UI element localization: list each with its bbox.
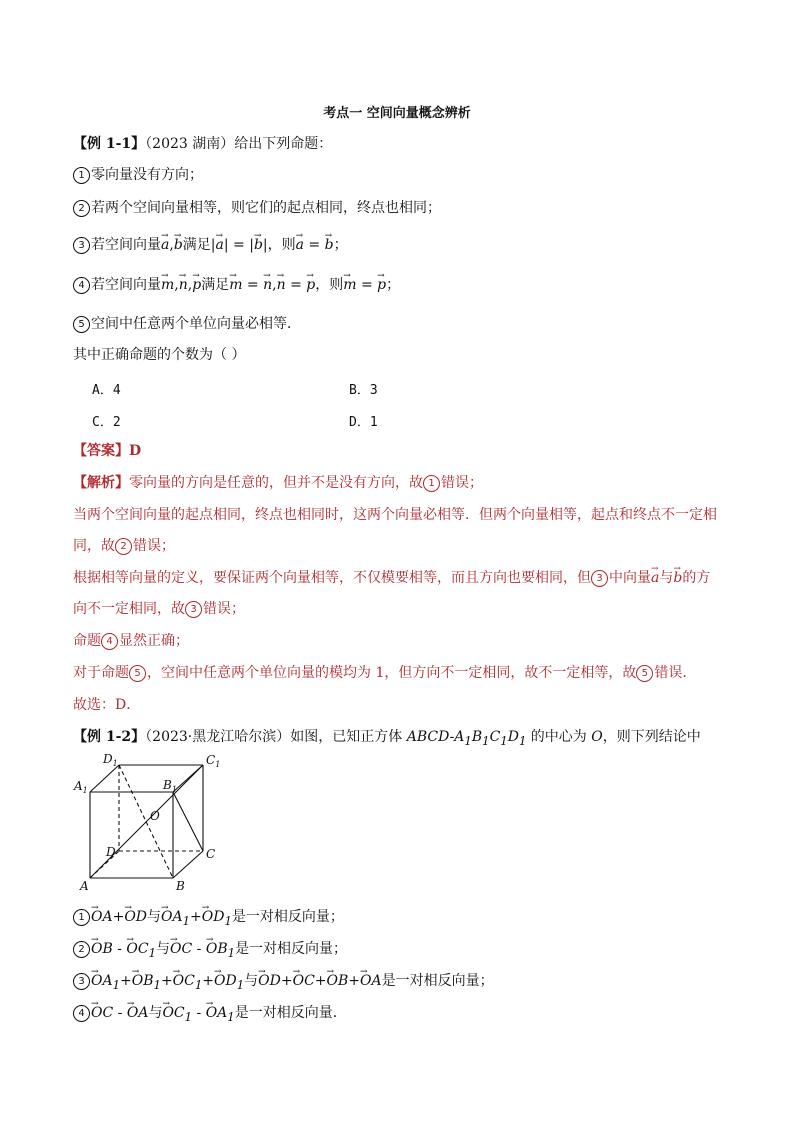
vector-od1: → $OD_1$: [214, 972, 244, 994]
vector-a: → a: [161, 236, 169, 254]
vector-ob: → OB: [327, 972, 349, 990]
circled-number: 3: [185, 601, 202, 618]
vector-a: → a: [296, 236, 304, 254]
example-1-1-header: [73, 135, 332, 153]
proposition-text: ；: [386, 277, 401, 293]
analysis-text: 显然正确；: [119, 633, 189, 649]
option-c: C．2: [92, 415, 121, 430]
circled-number: 3: [73, 973, 90, 990]
vector-p: → p: [306, 276, 315, 294]
vector-od1: → $OD_1$: [202, 908, 232, 930]
vector-b: → b: [174, 236, 183, 254]
circled-number: 2: [115, 538, 132, 555]
example-1-2-header: [73, 728, 701, 750]
vector-n: → n: [263, 276, 272, 294]
vector-a: → a: [216, 236, 224, 254]
analysis-text: 的方: [682, 570, 711, 586]
label-c: C: [206, 847, 216, 861]
vector-oa1: → $OA_1$: [161, 908, 190, 930]
label-d: D: [106, 845, 116, 859]
vector-b: → b: [254, 236, 263, 254]
analysis-text: 错误；: [441, 475, 483, 491]
choice-line: 故选：D．: [73, 697, 141, 713]
proposition-text: 满足: [182, 237, 211, 253]
section-title: 考点一 空间向量概念辨析: [323, 106, 471, 121]
label-b1: $B_1$: [163, 778, 177, 794]
label-o: O: [150, 809, 160, 823]
statement-text: 与: [156, 941, 171, 957]
vector-b: → b: [673, 569, 682, 587]
proposition-text: 若空间向量: [91, 277, 161, 293]
proposition-3: 3 若空间向量→ a,→ b满足|→ a| = |→ b|，则→ a = → b；: [73, 236, 348, 254]
vector-oc1: → $OC_1$: [126, 940, 156, 962]
analysis-text: 错误；: [133, 538, 175, 554]
example-source: （2023·黑龙江哈尔滨）: [145, 729, 291, 745]
option-b: B．3: [349, 383, 378, 398]
cube-figure: [70, 752, 230, 897]
label-b: B: [176, 879, 185, 893]
example-stem: 如图，已知正方体: [290, 729, 407, 745]
proposition-text: ；: [333, 237, 348, 253]
example-stem: 给出下列命题：: [234, 136, 333, 152]
circled-number: 1: [73, 167, 90, 184]
option-a: A．4: [92, 383, 121, 398]
circled-number: 2: [73, 941, 90, 958]
statement-text: 与: [147, 909, 162, 925]
proposition-text: 满足: [201, 277, 230, 293]
answer-label: 【答案】: [73, 443, 129, 459]
circled-number: 2: [73, 200, 90, 217]
vector-oc: → OC: [293, 972, 315, 990]
statement-text: 是一对相反向量；: [235, 941, 348, 957]
proposition-text: 零向量没有方向；: [91, 167, 203, 183]
analysis-text: 同，故: [73, 538, 115, 554]
question-text: 其中正确命题的个数为（ ）: [73, 347, 246, 363]
proposition-text: ，则: [267, 237, 296, 253]
vector-oc1: → $OC_1$: [162, 1004, 192, 1026]
statement-1: 1→ OA+→ OD与→ $OA_1+\to OD_1$是一对相反向量；: [73, 908, 344, 930]
vector-od: → OD: [124, 908, 147, 926]
statement-2: 2→ OB - → $OC_1$与→ OC - → $OB_1$是一对相反向量；: [73, 940, 347, 962]
answer-value: D: [129, 443, 142, 459]
statement-text: 与: [244, 973, 259, 989]
edge-b-c: [173, 851, 203, 878]
vector-a: → a: [651, 569, 659, 587]
analysis-line-1: [73, 474, 483, 492]
vector-n: → n: [277, 276, 286, 294]
circled-number: 5: [73, 316, 90, 333]
vector-oa: → OA: [127, 1004, 149, 1022]
statement-text: 是一对相反向量；: [381, 973, 494, 989]
analysis-line-2: 当两个空间向量的起点相同，终点也相同时，这两个向量必相等．但两个向量相等，起点和终点不一定相: [73, 507, 717, 523]
edge-a1-d1: [90, 765, 119, 792]
analysis-text: ，空间中任意两个单位向量的模均为 1，但方向不一定相同，故不一定相等，故: [147, 665, 637, 681]
circled-number: 1: [73, 909, 90, 926]
vector-n: → n: [179, 276, 188, 294]
center-label: O: [591, 729, 603, 745]
option-d: D．1: [349, 415, 378, 430]
statement-4: 4→ OC - → OA与→ $OC_1$ - → $OA_1$是一对相反向量．: [73, 1004, 347, 1026]
vector-oc: → OC: [91, 1004, 113, 1022]
vector-m: → m: [343, 276, 356, 294]
vector-p: → p: [192, 276, 201, 294]
vector-ob1: → $OB_1$: [132, 972, 161, 994]
circled-number: 3: [591, 570, 608, 587]
vector-ob: → OB: [91, 940, 113, 958]
circled-number: 4: [101, 633, 118, 650]
analysis-line-3: [73, 537, 175, 555]
circled-number: 4: [73, 1005, 90, 1022]
vector-oa1: → $OA_1$: [206, 1004, 235, 1026]
analysis-label: 【解析】: [73, 475, 129, 491]
statement-text: 是一对相反向量；: [231, 909, 344, 925]
diagonal-a-c1: [90, 765, 203, 878]
example-stem: 的中心为: [526, 729, 592, 745]
label-c1: $C_1$: [206, 753, 221, 769]
circled-number: 3: [73, 237, 90, 254]
proposition-2: [73, 199, 441, 217]
label-a1: $A_1$: [74, 779, 88, 795]
proposition-text: 若空间向量: [91, 237, 161, 253]
vector-oa: → OA: [91, 908, 113, 926]
circled-number: 4: [73, 277, 90, 294]
cube-name: ABCD-$A_1B_1C_1D_1$: [406, 729, 527, 748]
proposition-4: 4 若空间向量→ m,→ n,→ p满足→ m = → n,→ n = → p，则→ m = → p；: [73, 276, 400, 294]
answer-line: [73, 442, 141, 460]
vector-oa: → OA: [360, 972, 382, 990]
example-tag: 【例 1-2】: [73, 729, 146, 745]
circled-number: 5: [129, 665, 146, 682]
analysis-text: 与: [659, 570, 674, 586]
analysis-line-7: [73, 664, 696, 682]
vector-m: → m: [229, 276, 242, 294]
analysis-text: 根据相等向量的定义，要保证两个向量相等，不仅模要相等，而且方向也要相同，但: [73, 570, 591, 586]
analysis-line-5: [73, 600, 245, 618]
analysis-text: 对于命题: [73, 665, 129, 681]
example-tag: 【例 1-1】: [73, 136, 146, 152]
vector-oa1: → $OA_1$: [91, 972, 120, 994]
analysis-text: 中向量: [609, 570, 651, 586]
vector-b: → b: [325, 236, 334, 254]
analysis-text: 错误；: [203, 601, 245, 617]
proposition-5: [73, 315, 301, 333]
circled-number: 1: [423, 475, 440, 492]
proposition-1: [73, 166, 203, 184]
vector-oc: → OC: [170, 940, 192, 958]
analysis-text: 向不一定相同，故: [73, 601, 185, 617]
circled-number: 5: [636, 665, 653, 682]
analysis-line-6: [73, 632, 189, 650]
vector-ob1: → $OB_1$: [206, 940, 235, 962]
diagonal-b1-c: [173, 792, 203, 851]
vector-oc1: → $OC_1$: [173, 972, 203, 994]
analysis-text: 零向量的方向是任意的，但并不是没有方向，故: [129, 475, 423, 491]
analysis-line-4: [73, 569, 710, 587]
example-source: （2023 湖南）: [145, 136, 235, 152]
vector-od: → OD: [258, 972, 281, 990]
analysis-text: 错误．: [654, 665, 697, 681]
vector-m: → m: [161, 276, 174, 294]
proposition-text: ，则: [315, 277, 344, 293]
analysis-text: 命题: [73, 633, 101, 649]
label-a: A: [80, 879, 89, 893]
vector-p: → p: [377, 276, 386, 294]
proposition-text: 若两个空间向量相等，则它们的起点相同，终点也相同；: [91, 200, 441, 216]
statement-text: 是一对相反向量．: [234, 1005, 347, 1021]
statement-3: $3\to OA_1+\to OB_1+\to OC_1+\to OD_1$与→ OD+→ OC+→ OB+→ OA是一对相反向量；: [73, 972, 494, 994]
statement-text: 与: [148, 1005, 163, 1021]
label-d1: $D_1$: [103, 752, 118, 768]
proposition-text: 空间中任意两个单位向量必相等．: [91, 316, 301, 332]
example-stem: ，则下列结论中: [602, 729, 701, 745]
